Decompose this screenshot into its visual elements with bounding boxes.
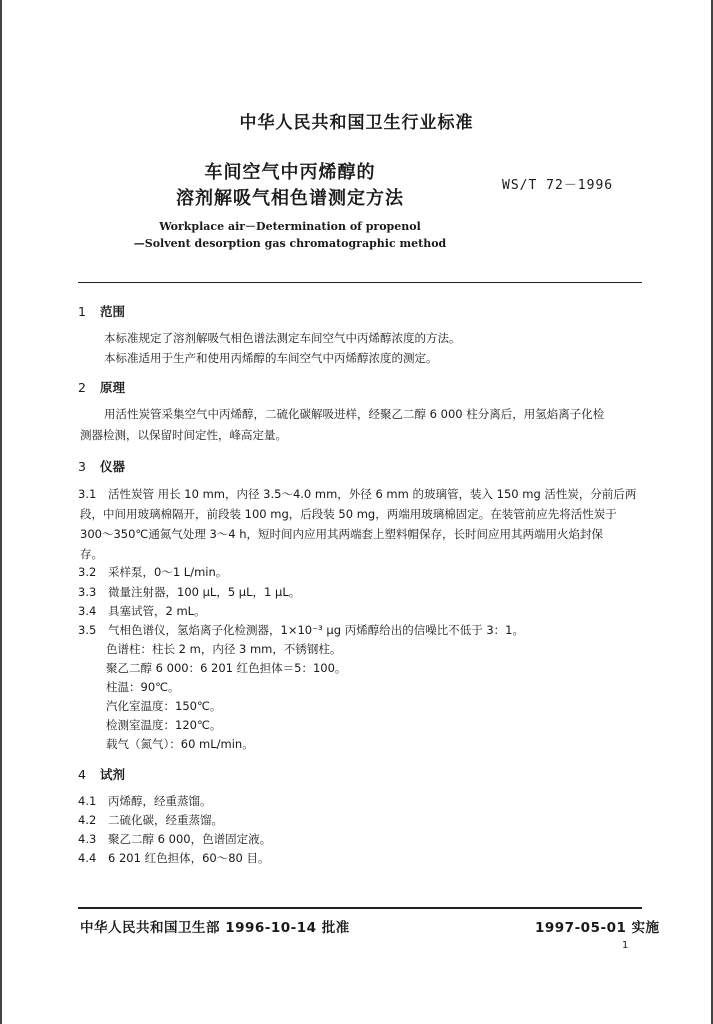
section-number: 4: [78, 767, 86, 782]
item-text: 聚乙二醇 6 000，色谱固定液。: [108, 832, 272, 846]
item-text: 采样泵，0～1 L/min。: [108, 565, 228, 579]
item-3-1-line-2: 段，中间用玻璃棉隔开，前段装 100 mg，后段装 50 mg，两端用玻璃棉固定。在装管前应先将活性炭于: [80, 507, 617, 521]
item-text: 气相色谱仪，氢焰离子化检测器，1×10⁻³ μg 丙烯醇给出的信噪比不低于 3：1。: [108, 623, 524, 637]
item-text: 活性炭管 用长 10 mm，内径 3.5～4.0 mm，外径 6 mm 的玻璃管，装入 150 mg 活性炭，分前后两: [108, 487, 637, 501]
item-3-4: [78, 603, 206, 619]
issuing-org-title: 中华人民共和国卫生行业标准: [239, 113, 474, 133]
item-3-5: [78, 622, 524, 638]
item-number: 3.2: [78, 565, 97, 579]
item-number: 4.3: [78, 832, 97, 846]
implementation-date: 1997-05-01 实施: [535, 920, 660, 936]
item-4-3: [78, 831, 271, 847]
section-number: 1: [78, 304, 86, 319]
section-title: 仪器: [100, 459, 126, 474]
section-3-heading: [78, 457, 125, 475]
english-title-line-2: —Solvent desorption gas chromatographic method: [133, 237, 447, 250]
section-title: 试剂: [100, 767, 126, 782]
item-number: 3.3: [78, 585, 97, 599]
item-number: 3.5: [78, 623, 97, 637]
item-4-4: [78, 850, 270, 866]
section-number: 2: [78, 380, 86, 395]
item-4-1: [78, 793, 212, 809]
item-4-2: [78, 812, 223, 828]
header-divider: [78, 282, 642, 283]
item-number: 4.4: [78, 851, 97, 865]
section-title: 范围: [100, 304, 126, 319]
item-text: 6 201 红色担体，60～80 目。: [108, 851, 270, 865]
section-2-heading: [78, 378, 125, 396]
item-3-1-line-1: [78, 486, 636, 502]
english-title-line-1: Workplace air－Determination of propenol: [159, 220, 421, 233]
section-2-paragraph-line-2: 测器检测，以保留时间定性，峰高定量。: [80, 428, 287, 442]
item-text: 具塞试管，2 mL。: [108, 604, 206, 618]
item-3-1-line-3: 300～350℃通氮气处理 3～4 h，短时间内应用其两端套上塑料帽保存，长时间应用其两端用火焰封保: [80, 527, 604, 541]
column-temperature: 柱温：90℃。: [106, 680, 180, 694]
vaporizer-temperature: 汽化室温度：150℃。: [106, 699, 222, 713]
footer-divider: [78, 907, 642, 909]
detector-temperature: 检测室温度：120℃。: [106, 718, 222, 732]
item-3-2: [78, 564, 227, 580]
item-number: 4.1: [78, 794, 97, 808]
item-3-3: [78, 584, 300, 600]
section-title: 原理: [100, 380, 126, 395]
item-number: 4.2: [78, 813, 97, 827]
section-4-heading: [78, 765, 125, 783]
section-2-paragraph-line-1: 用活性炭管采集空气中丙烯醇，二硫化碳解吸进样，经聚乙二醇 6 000 柱分离后，用氢焰离子化检: [104, 407, 605, 421]
section-1-paragraph-2: 本标准适用于生产和使用丙烯醇的车间空气中丙烯醇浓度的测定。: [104, 351, 438, 365]
approval-statement: 中华人民共和国卫生部 1996-10-14 批准: [80, 920, 350, 936]
item-number: 3.4: [78, 604, 97, 618]
item-text: 二硫化碳，经重蒸馏。: [108, 813, 223, 827]
left-scan-edge: [0, 0, 2, 1024]
section-1-paragraph-1: 本标准规定了溶剂解吸气相色谱法测定车间空气中丙烯醇浓度的方法。: [104, 331, 461, 345]
standard-title-line-2: 溶剂解吸气相色谱测定方法: [176, 188, 404, 209]
stationary-phase-spec: 聚乙二醇 6 000：6 201 红色担体＝5：100。: [106, 661, 347, 675]
carrier-gas-spec: 载气（氮气）：60 mL/min。: [106, 737, 254, 751]
item-text: 微量注射器，100 μL，5 μL，1 μL。: [108, 585, 301, 599]
item-3-1-line-4: 存。: [80, 547, 103, 561]
item-number: 3.1: [78, 487, 97, 501]
item-text: 丙烯醇，经重蒸馏。: [108, 794, 212, 808]
section-1-heading: [78, 302, 125, 320]
column-spec: 色谱柱：柱长 2 m，内径 3 mm，不锈钢柱。: [106, 642, 342, 656]
section-number: 3: [78, 459, 86, 474]
standard-title-line-1: 车间空气中丙烯醇的: [204, 162, 376, 183]
standard-code: WS/T 72－1996: [502, 178, 614, 193]
page-number: 1: [622, 940, 629, 951]
